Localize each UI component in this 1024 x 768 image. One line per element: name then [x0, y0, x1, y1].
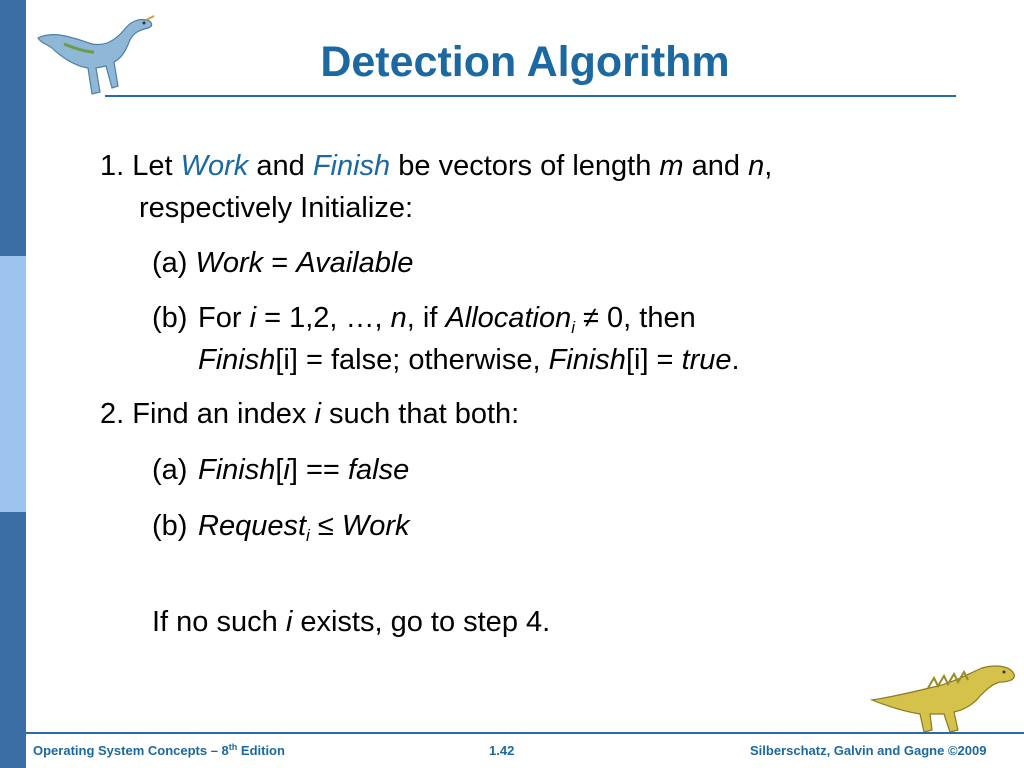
step2b-label: (b) — [152, 510, 188, 542]
step2a-finish: Finish — [198, 454, 276, 486]
footer-left-prefix: Operating System Concepts – 8 — [33, 743, 229, 758]
footer-left-suffix: Edition — [237, 743, 285, 758]
step1b-if: , if — [406, 302, 438, 334]
step2a-label: (a) — [152, 454, 188, 486]
goto-line — [152, 605, 550, 639]
step2a-close: ] == — [289, 454, 340, 486]
step2b-request-subscript: i — [306, 526, 310, 545]
step1-line1 — [100, 149, 772, 183]
step1b-mid: [i] = false; otherwise, — [275, 344, 541, 376]
step1-and2: and — [691, 150, 741, 182]
footer-right: Silberschatz, Galvin and Gagne ©2009 — [750, 743, 987, 758]
footer-left — [33, 743, 285, 758]
left-sidebar-bar — [0, 0, 26, 768]
step1-n: n — [748, 150, 765, 182]
step1a-line — [152, 246, 413, 280]
step1b-finish1: Finish — [198, 344, 276, 376]
step1-work: Work — [180, 150, 249, 182]
step1b-idx: [i] = — [625, 344, 674, 376]
goto-text-b: exists, go to step 4. — [300, 606, 551, 638]
step1b-allocation: Allocation — [445, 302, 572, 334]
footer-page-number: 1.42 — [489, 743, 515, 758]
step2b-line — [198, 509, 410, 543]
footer-left-sup: th — [228, 742, 238, 752]
step1b-line2 — [198, 343, 740, 377]
step1b-for: For — [198, 302, 242, 334]
step2-line — [100, 397, 519, 431]
step1-m: m — [659, 150, 684, 182]
step2b-leq: ≤ — [317, 510, 334, 542]
step2b-request: Request — [198, 510, 307, 542]
step2a-line — [198, 453, 409, 487]
step1a-label: (a) — [152, 247, 188, 279]
step1b-range: = 1,2, …, — [264, 302, 383, 334]
step2b-work: Work — [341, 510, 410, 542]
step1b-true: true — [681, 344, 732, 376]
slide-title: Detection Algorithm — [320, 38, 730, 86]
goto-text-a: If no such — [152, 606, 278, 638]
step2-number: 2. — [100, 398, 125, 430]
step2a-i: i — [283, 454, 290, 486]
step1b-finish2: Finish — [548, 344, 626, 376]
step2a-false: false — [347, 454, 410, 486]
footer-rule — [26, 732, 1024, 734]
step1-line2: respectively Initialize: — [139, 192, 413, 224]
step1b-allocation-subscript: i — [571, 318, 575, 337]
step2-text-a: Find an index — [132, 398, 307, 430]
step1-number: 1. — [100, 150, 125, 182]
step1a-work: Work — [195, 247, 264, 279]
step2a-open: [ — [275, 454, 284, 486]
step1b-label: (b) — [152, 302, 188, 334]
title-underline — [105, 95, 956, 97]
goto-i: i — [285, 606, 293, 638]
step1a-available: Available — [296, 247, 414, 279]
step2-text-b: such that both: — [328, 398, 520, 430]
step1-be-vectors: be vectors of length — [398, 150, 652, 182]
step1b-line1 — [198, 301, 696, 335]
step2-i: i — [314, 398, 321, 430]
step1b-neq: ≠ 0, then — [583, 302, 696, 334]
step1b-n: n — [390, 302, 407, 334]
dinosaur-bottom-right-icon — [868, 660, 1018, 734]
step1-let: Let — [132, 150, 173, 182]
step1-and1: and — [256, 150, 305, 182]
step1a-eq: = — [271, 247, 289, 279]
step1b-period: . — [731, 344, 740, 376]
step1-finish: Finish — [312, 150, 391, 182]
sidebar-highlight — [0, 256, 26, 512]
step1b-i: i — [249, 302, 257, 334]
step1-comma: , — [764, 150, 773, 182]
